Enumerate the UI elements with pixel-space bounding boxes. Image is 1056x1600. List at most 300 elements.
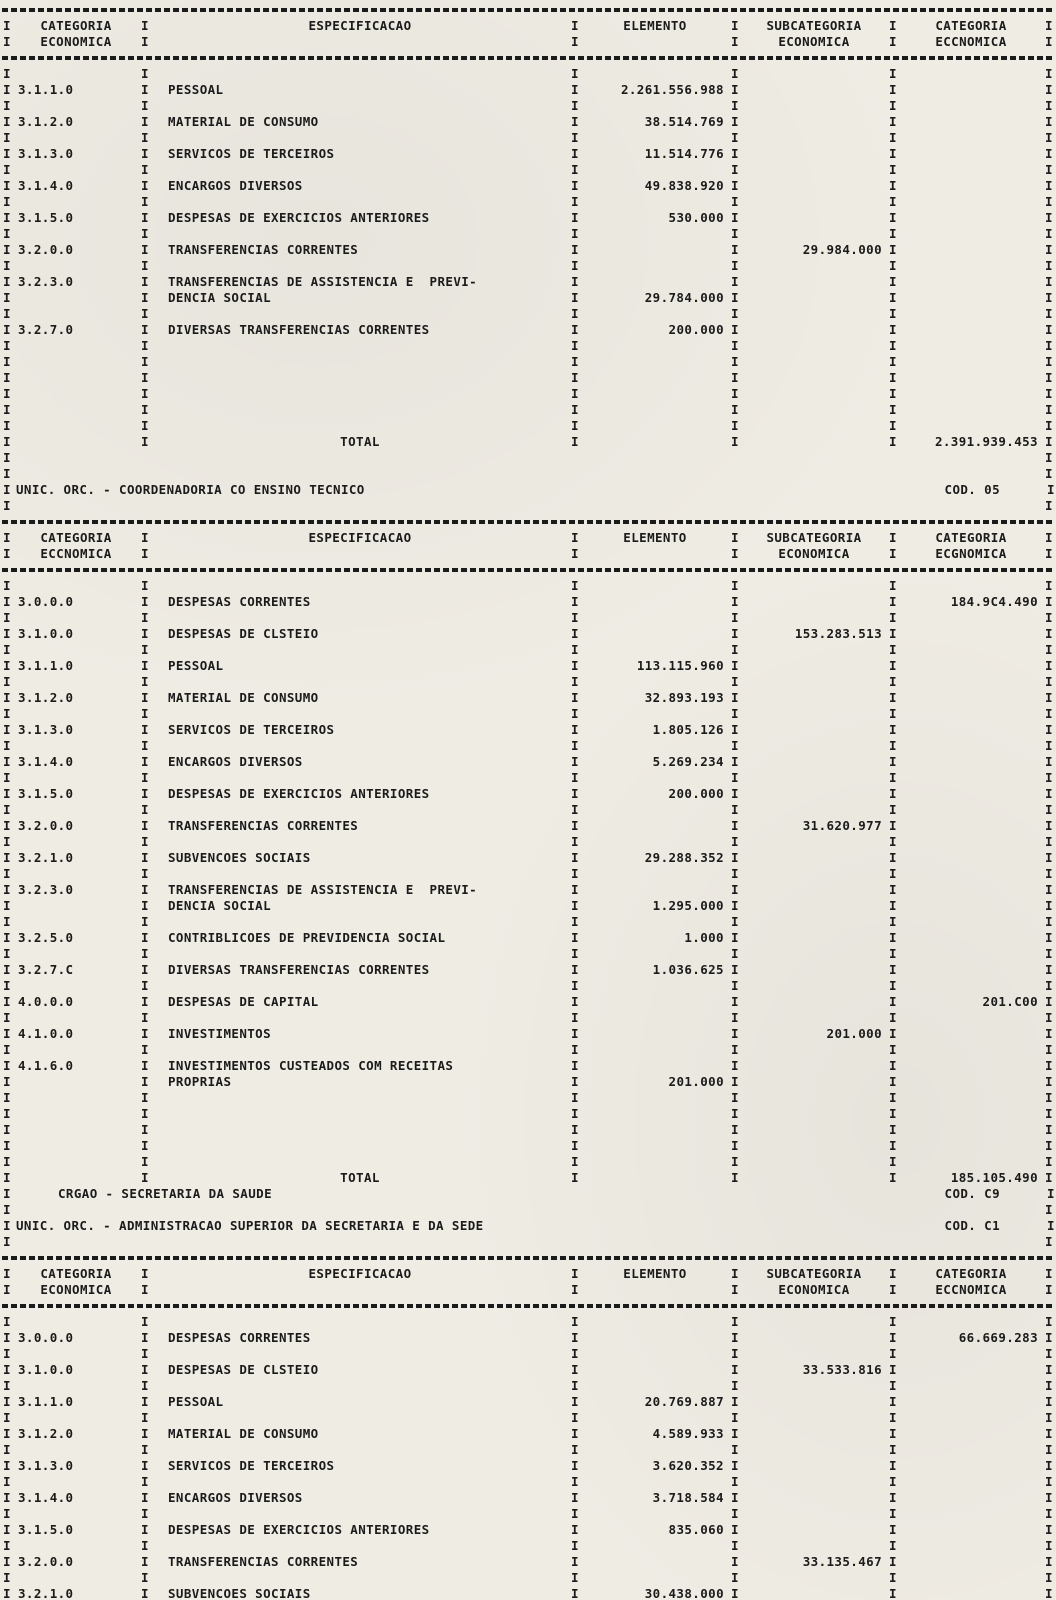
column-separator: I — [1045, 690, 1053, 705]
column-separator: I — [141, 1090, 149, 1105]
table-cell — [740, 1346, 888, 1362]
table-cell — [580, 1122, 730, 1138]
column-separator: I — [731, 914, 739, 929]
column-separator: I — [141, 1522, 149, 1537]
column-separator: I — [141, 1154, 149, 1169]
column-separator: I — [731, 130, 739, 145]
row-spec: DESPESAS DE CLSTEIO — [168, 1362, 319, 1377]
column-separator: I — [3, 1154, 11, 1169]
column-separator: I — [3, 690, 11, 705]
table-row — [2, 962, 1056, 978]
column-separator: I — [141, 1410, 149, 1425]
column-separator: I — [1045, 450, 1053, 465]
column-separator: I — [1045, 1474, 1053, 1489]
table-cell — [898, 674, 1044, 690]
row-spec: PROPRIAS — [168, 1074, 232, 1089]
table-cell — [150, 66, 570, 82]
column-separator: I — [3, 402, 11, 417]
total-value: 185.105.490 — [950, 1170, 1038, 1185]
table-cell — [580, 1554, 730, 1570]
column-separator: I — [3, 578, 11, 593]
column-separator: I — [141, 674, 149, 689]
column-separator: I — [571, 82, 579, 97]
column-separator: I — [889, 994, 897, 1009]
table-cell — [580, 1362, 730, 1378]
column-separator: I — [1045, 1490, 1053, 1505]
column-separator: I — [1045, 674, 1053, 689]
column-separator: I — [1045, 1074, 1053, 1089]
table-cell — [740, 1490, 888, 1506]
column-separator: I — [571, 1106, 579, 1121]
column-separator: I — [889, 1442, 897, 1457]
spacer-line — [2, 802, 1056, 818]
row-code: 3.2.1.0 — [18, 1586, 74, 1600]
column-separator: I — [889, 1394, 897, 1409]
table-cell — [898, 162, 1044, 178]
filler-line — [2, 386, 1056, 402]
table-cell — [898, 690, 1044, 706]
column-separator: I — [571, 674, 579, 689]
column-separator: I — [731, 306, 739, 321]
column-separator: I — [731, 1554, 739, 1569]
column-separator: I — [3, 642, 11, 657]
table-row — [2, 1026, 1056, 1042]
column-separator: I — [571, 1122, 579, 1137]
column-separator: I — [3, 1458, 11, 1473]
column-separator: I — [141, 882, 149, 897]
table-row — [2, 1426, 1056, 1442]
header-label: ELEMENTO — [623, 1266, 687, 1281]
row-spec: DIVERSAS TRANSFERENCIAS CORRENTES — [168, 962, 430, 977]
spacer-line — [2, 866, 1056, 882]
table-cell — [580, 386, 730, 402]
table-cell — [580, 866, 730, 882]
elemento-value: 29.784.000 — [644, 290, 724, 305]
column-separator: I — [141, 114, 149, 129]
spacer-line — [2, 450, 1056, 466]
table-cell — [12, 370, 140, 386]
column-separator: I — [889, 322, 897, 337]
column-separator: I — [1045, 1170, 1053, 1185]
row-spec: SUBVENCOES SOCIAIS — [168, 1586, 311, 1600]
column-separator: I — [571, 978, 579, 993]
elemento-value: 1.295.000 — [652, 898, 724, 913]
column-separator: I — [141, 306, 149, 321]
column-separator: I — [731, 770, 739, 785]
column-separator: I — [141, 18, 149, 33]
table-cell — [150, 466, 570, 482]
spacer-line — [2, 466, 1056, 482]
column-separator: I — [889, 1058, 897, 1073]
elemento-value: 200.000 — [668, 786, 724, 801]
table-cell — [150, 706, 570, 722]
column-separator: I — [889, 578, 897, 593]
column-separator: I — [571, 834, 579, 849]
column-separator: I — [571, 258, 579, 273]
column-separator: I — [1045, 290, 1053, 305]
elemento-value: 2.261.556.988 — [620, 82, 724, 97]
table-cell — [580, 162, 730, 178]
column-separator: I — [141, 1058, 149, 1073]
table-cell — [150, 610, 570, 626]
column-separator: I — [731, 978, 739, 993]
row-code: 3.1.5.0 — [18, 1522, 74, 1537]
table-cell — [898, 306, 1044, 322]
table-cell — [580, 818, 730, 834]
row-code: 3.1.4.0 — [18, 1490, 74, 1505]
elemento-value: 49.838.920 — [644, 178, 724, 193]
spacer-line — [2, 98, 1056, 114]
header-label: ECONOMICA — [40, 34, 112, 49]
spacer-line — [2, 674, 1056, 690]
column-separator: I — [1045, 418, 1053, 433]
column-separator: I — [889, 1410, 897, 1425]
column-separator — [140, 1202, 150, 1218]
column-separator: I — [1045, 1506, 1053, 1521]
table-row — [2, 210, 1056, 226]
column-separator: I — [889, 1074, 897, 1089]
column-separator: I — [889, 610, 897, 625]
table-cell — [898, 418, 1044, 434]
filler-line — [2, 1154, 1056, 1170]
column-separator: I — [3, 210, 11, 225]
table-cell — [580, 370, 730, 386]
header-label: SUBCATEGORIA — [766, 18, 862, 33]
column-separator: I — [3, 482, 11, 497]
column-separator: I — [731, 1026, 739, 1041]
column-separator: I — [571, 194, 579, 209]
column-separator: I — [731, 1378, 739, 1393]
column-separator: I — [141, 754, 149, 769]
column-separator — [570, 498, 580, 514]
dashed-rule — [2, 2, 1056, 18]
row-spec: MATERIAL DE CONSUMO — [168, 1426, 319, 1441]
table-cell — [898, 194, 1044, 210]
table-cell — [12, 1314, 140, 1330]
table-cell — [898, 450, 1044, 466]
column-separator: I — [571, 962, 579, 977]
table-cell — [150, 1570, 570, 1586]
table-cell — [580, 306, 730, 322]
column-separator: I — [141, 1122, 149, 1137]
column-separator: I — [1045, 626, 1053, 641]
filler-line — [2, 1090, 1056, 1106]
table-cell — [580, 1442, 730, 1458]
column-separator: I — [1045, 818, 1053, 833]
table-cell — [12, 1442, 140, 1458]
column-separator: I — [731, 354, 739, 369]
column-separator: I — [571, 1058, 579, 1073]
header-label: SUBCATEGORIA — [766, 1266, 862, 1281]
table-cell — [898, 1026, 1044, 1042]
column-separator: I — [731, 338, 739, 353]
column-separator: I — [889, 1042, 897, 1057]
table-row — [2, 1554, 1056, 1570]
spacer-line — [2, 194, 1056, 210]
table-cell — [740, 1506, 888, 1522]
table-cell — [740, 450, 888, 466]
row-spec: CONTRIBLICOES DE PREVIDENCIA SOCIAL — [168, 930, 446, 945]
row-code: 3.1.0.0 — [18, 1362, 74, 1377]
row-code: 3.1.1.0 — [18, 82, 74, 97]
column-separator: I — [731, 402, 739, 417]
row-spec: DESPESAS DE EXERCICIOS ANTERIORES — [168, 786, 430, 801]
row-spec: PESSOAL — [168, 1394, 224, 1409]
column-separator: I — [571, 1506, 579, 1521]
column-separator: I — [1045, 1570, 1053, 1585]
table-cell — [12, 578, 140, 594]
table-cell — [898, 1346, 1044, 1362]
column-separator: I — [571, 1026, 579, 1041]
column-separator: I — [889, 546, 897, 561]
dashed-rule — [2, 50, 1056, 66]
column-separator: I — [3, 1554, 11, 1569]
row-spec: SERVICOS DE TERCEIROS — [168, 722, 335, 737]
column-separator: I — [889, 914, 897, 929]
column-separator: I — [731, 1394, 739, 1409]
table-cell — [740, 1090, 888, 1106]
column-separator: I — [3, 722, 11, 737]
total-value: 2.391.939.453 — [934, 434, 1038, 449]
column-separator: I — [141, 706, 149, 721]
column-separator: I — [141, 802, 149, 817]
table-cell — [740, 1474, 888, 1490]
table-cell — [150, 226, 570, 242]
column-separator: I — [571, 530, 579, 545]
table-cell — [740, 1586, 888, 1600]
table-cell — [12, 642, 140, 658]
column-separator: I — [3, 1202, 11, 1217]
table-row — [2, 626, 1056, 642]
table-cell — [740, 850, 888, 866]
column-separator: I — [731, 1490, 739, 1505]
table-cell — [740, 418, 888, 434]
table-cell — [150, 1282, 570, 1298]
column-separator: I — [3, 898, 11, 913]
column-separator: I — [571, 1586, 579, 1600]
column-separator: I — [731, 754, 739, 769]
column-separator: I — [3, 338, 11, 353]
table-row — [2, 994, 1056, 1010]
row-spec: INVESTIMENTOS CUSTEADOS COM RECEITAS — [168, 1058, 454, 1073]
column-separator: I — [571, 546, 579, 561]
column-separator: I — [731, 34, 739, 49]
spacer-line — [2, 1474, 1056, 1490]
table-cell — [580, 1170, 730, 1186]
column-separator: I — [731, 434, 739, 449]
table-cell — [12, 1106, 140, 1122]
column-separator: I — [3, 594, 11, 609]
column-separator: I — [571, 1490, 579, 1505]
table-cell — [898, 258, 1044, 274]
table-row — [2, 658, 1056, 674]
total-label: TOTAL — [340, 1170, 380, 1185]
column-separator: I — [3, 674, 11, 689]
column-separator: I — [889, 18, 897, 33]
table-cell — [898, 754, 1044, 770]
row-spec: INVESTIMENTOS — [168, 1026, 272, 1041]
column-separator: I — [571, 146, 579, 161]
column-separator: I — [889, 386, 897, 401]
column-separator: I — [3, 546, 11, 561]
table-cell — [12, 1346, 140, 1362]
table-cell — [150, 1106, 570, 1122]
table-cell — [740, 930, 888, 946]
column-separator: I — [141, 1282, 149, 1297]
column-separator: I — [889, 850, 897, 865]
table-cell — [898, 242, 1044, 258]
row-spec: DENCIA SOCIAL — [168, 898, 272, 913]
column-separator: I — [571, 1010, 579, 1025]
spacer-line — [2, 1346, 1056, 1362]
table-cell — [12, 914, 140, 930]
table-cell — [740, 578, 888, 594]
row-spec: SUBVENCOES SOCIAIS — [168, 850, 311, 865]
column-separator: I — [1045, 1410, 1053, 1425]
column-separator: I — [3, 978, 11, 993]
row-code: 3.0.0.0 — [18, 594, 74, 609]
row-spec: DESPESAS DE CLSTEIO — [168, 626, 319, 641]
column-separator: I — [1045, 1234, 1053, 1249]
table-cell — [580, 882, 730, 898]
column-separator: I — [1045, 434, 1053, 449]
column-separator: I — [1045, 706, 1053, 721]
column-separator: I — [571, 338, 579, 353]
row-spec: SERVICOS DE TERCEIROS — [168, 1458, 335, 1473]
table-cell — [150, 354, 570, 370]
column-separator: I — [889, 594, 897, 609]
column-separator: I — [571, 722, 579, 737]
column-separator: I — [571, 162, 579, 177]
table-cell — [740, 1058, 888, 1074]
table-cell — [580, 1202, 730, 1218]
column-separator: I — [889, 1346, 897, 1361]
column-separator: I — [141, 146, 149, 161]
table-cell — [12, 258, 140, 274]
column-separator: I — [731, 258, 739, 273]
header-label: ECCNOMICA — [935, 1282, 1007, 1297]
column-separator: I — [731, 738, 739, 753]
column-separator: I — [141, 130, 149, 145]
table-cell — [740, 882, 888, 898]
column-separator: I — [1045, 866, 1053, 881]
table-cell — [150, 1378, 570, 1394]
column-separator: I — [1045, 1010, 1053, 1025]
column-separator: I — [889, 1090, 897, 1105]
column-separator: I — [3, 834, 11, 849]
column-separator: I — [571, 882, 579, 897]
header-label: ECGNOMICA — [935, 546, 1007, 561]
column-separator: I — [1047, 1186, 1055, 1201]
table-cell — [580, 610, 730, 626]
table-cell — [898, 498, 1044, 514]
row-code: 4.1.6.0 — [18, 1058, 74, 1073]
row-code: 3.2.3.0 — [18, 274, 74, 289]
spacer-line — [2, 834, 1056, 850]
section-label: CRGAO - SECRETARIA DA SAUDE — [58, 1186, 272, 1201]
table-cell — [740, 1538, 888, 1554]
spacer-line — [2, 498, 1056, 514]
table-cell — [580, 1026, 730, 1042]
table-cell — [740, 1138, 888, 1154]
column-separator: I — [571, 642, 579, 657]
subcategoria-value: 153.283.513 — [794, 626, 882, 641]
header-line — [2, 34, 1056, 50]
table-row — [2, 114, 1056, 130]
elemento-value: 3.718.584 — [652, 1490, 724, 1505]
column-separator: I — [141, 930, 149, 945]
column-separator: I — [3, 706, 11, 721]
table-cell — [898, 210, 1044, 226]
column-separator: I — [1045, 226, 1053, 241]
column-separator: I — [3, 914, 11, 929]
table-cell — [740, 1522, 888, 1538]
spacer-line — [2, 738, 1056, 754]
table-row — [2, 1522, 1056, 1538]
column-separator — [140, 1234, 150, 1250]
subcategoria-value: 33.135.467 — [802, 1554, 882, 1569]
column-separator: I — [731, 114, 739, 129]
spacer-line — [2, 306, 1056, 322]
column-separator: I — [3, 434, 11, 449]
table-cell — [898, 850, 1044, 866]
column-separator: I — [3, 130, 11, 145]
column-separator: I — [571, 114, 579, 129]
column-separator: I — [1045, 1554, 1053, 1569]
row-code — [12, 1074, 140, 1090]
filler-line — [2, 402, 1056, 418]
column-separator: I — [571, 1362, 579, 1377]
column-separator: I — [3, 466, 11, 481]
table-row — [2, 146, 1056, 162]
table-cell — [898, 610, 1044, 626]
spacer-line — [2, 226, 1056, 242]
column-separator: I — [141, 946, 149, 961]
table-cell — [150, 834, 570, 850]
table-cell — [740, 1394, 888, 1410]
elemento-value: 3.620.352 — [652, 1458, 724, 1473]
table-cell — [150, 1410, 570, 1426]
column-separator: I — [889, 98, 897, 113]
column-separator: I — [1045, 98, 1053, 113]
filler-line — [2, 1122, 1056, 1138]
column-separator: I — [571, 274, 579, 289]
table-row — [2, 242, 1056, 258]
column-separator: I — [571, 1378, 579, 1393]
column-separator: I — [1045, 658, 1053, 673]
elemento-value: 835.060 — [668, 1522, 724, 1537]
column-separator: I — [889, 1506, 897, 1521]
column-separator: I — [1045, 498, 1053, 513]
column-separator: I — [571, 18, 579, 33]
header-label: ESPECIFICACAO — [308, 530, 412, 545]
spacer-line — [2, 1378, 1056, 1394]
column-separator: I — [3, 626, 11, 641]
table-cell — [740, 354, 888, 370]
column-separator: I — [889, 1522, 897, 1537]
table-cell — [898, 898, 1044, 914]
table-cell — [580, 978, 730, 994]
column-separator — [140, 450, 150, 466]
column-separator: I — [731, 658, 739, 673]
table-cell — [150, 674, 570, 690]
row-spec: SERVICOS DE TERCEIROS — [168, 146, 335, 161]
table-cell — [740, 226, 888, 242]
spacer-line — [2, 1202, 1056, 1218]
column-separator: I — [731, 274, 739, 289]
table-cell — [740, 610, 888, 626]
table-cell — [12, 946, 140, 962]
